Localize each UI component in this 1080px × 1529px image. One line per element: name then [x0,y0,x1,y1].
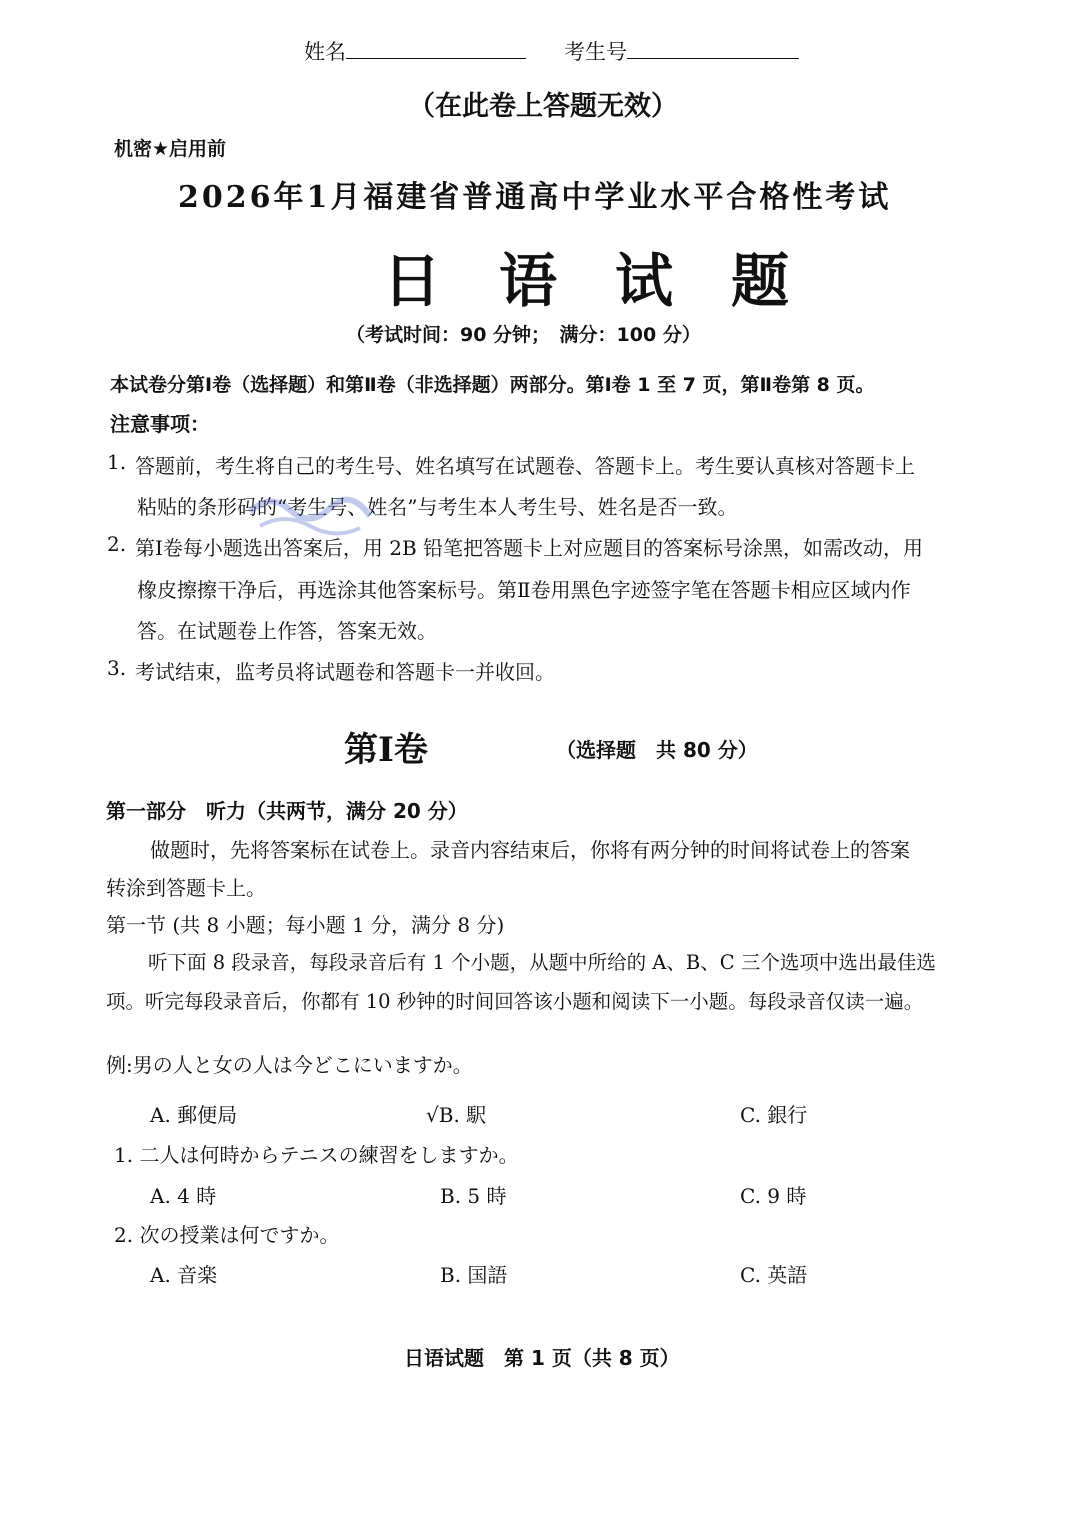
question-1-option-a: A. 4 時 [150,1184,217,1208]
confidential-mark: 机密★启用前 [114,138,227,160]
section-1-line-1: 听下面 8 段录音，每段录音后有 1 个小题，从题中所给的 A、B、C 三个选项中选出最佳选 [148,951,936,974]
paper-structure: 本试卷分第Ⅰ卷（选择题）和第Ⅱ卷（非选择题）两部分。第Ⅰ卷 1 至 7 页，第Ⅱ卷第 8 页。 [110,374,875,396]
note-1-line-1: 答题前，考生将自己的考生号、姓名填写在试题卷、答题卡上。考生要认真核对答题卡上 [135,454,915,478]
part-1-instruction-line-2: 转涂到答题卡上。 [106,876,266,900]
note-2-line-1: 第Ⅰ卷每小题选出答案后，用 2B 铅笔把答题卡上对应题目的答案标号涂黑，如需改动，用 [135,536,924,560]
example-option-a: A. 郵便局 [150,1103,238,1127]
section-1-heading: 第一节 (共 8 小题；每小题 1 分，满分 8 分) [106,913,505,937]
note-1-line-2: 粘贴的条形码的“考生号、姓名”与考生本人考生号、姓名是否一致。 [137,495,738,519]
question-2-option-c: C. 英語 [740,1263,808,1287]
note-1-number: 1. [107,450,127,474]
name-blank [346,38,526,59]
time-and-score: （考试时间：90 分钟； 满分：100 分） [346,324,701,346]
note-2-line-2: 橡皮擦擦干净后，再选涂其他答案标号。第Ⅱ卷用黑色字迹签字笔在答题卡相应区域内作 [137,578,911,602]
question-2-text: 2. 次の授業は何ですか。 [114,1223,340,1247]
exam-number-field [564,36,799,66]
note-2-line-3: 答。在试题卷上作答，答案无效。 [137,619,437,643]
question-1-option-c: C. 9 時 [740,1184,807,1208]
note-3-line-1: 考试结束，监考员将试题卷和答题卡一并收回。 [135,660,555,684]
note-3-number: 3. [107,656,127,680]
exam-title: 2026年1月福建省普通高中学业水平合格性考试 [178,180,892,215]
notes-heading: 注意事项： [110,412,210,436]
question-2-option-b: B. 国語 [440,1263,508,1287]
invalid-notice: （在此卷上答题无效） [408,91,678,122]
section-1-line-2: 项。听完每段录音后，你都有 10 秒钟的时间回答该小题和阅读下一小题。每段录音仅读一遍。 [106,990,924,1013]
page-footer: 日语试题 第 1 页（共 8 页） [404,1346,680,1370]
example-question: 例:男の人と女の人は今どこにいますか。 [106,1053,473,1077]
question-2-option-a: A. 音楽 [150,1263,218,1287]
volume-1-subtitle: （选择题 共 80 分） [556,738,758,762]
volume-1-title: 第Ⅰ卷 [344,730,428,770]
example-option-b: √B. 駅 [426,1103,487,1127]
part-1-heading: 第一部分 听力（共两节，满分 20 分） [106,799,468,823]
note-2-number: 2. [107,532,127,556]
name-field [304,36,526,66]
part-1-instruction-line-1: 做题时，先将答案标在试卷上。录音内容结束后，你将有两分钟的时间将试卷上的答案 [150,838,910,862]
question-1-option-b: B. 5 時 [440,1184,507,1208]
exam-number-blank [627,38,799,59]
subject-title: 日 语 试 题 [383,247,790,315]
question-1-text: 1. 二人は何時からテニスの練習をしますか。 [114,1143,519,1167]
name-label: 姓名 [304,40,346,64]
example-option-c: C. 銀行 [740,1103,808,1127]
exam-number-label: 考生号 [564,40,627,64]
